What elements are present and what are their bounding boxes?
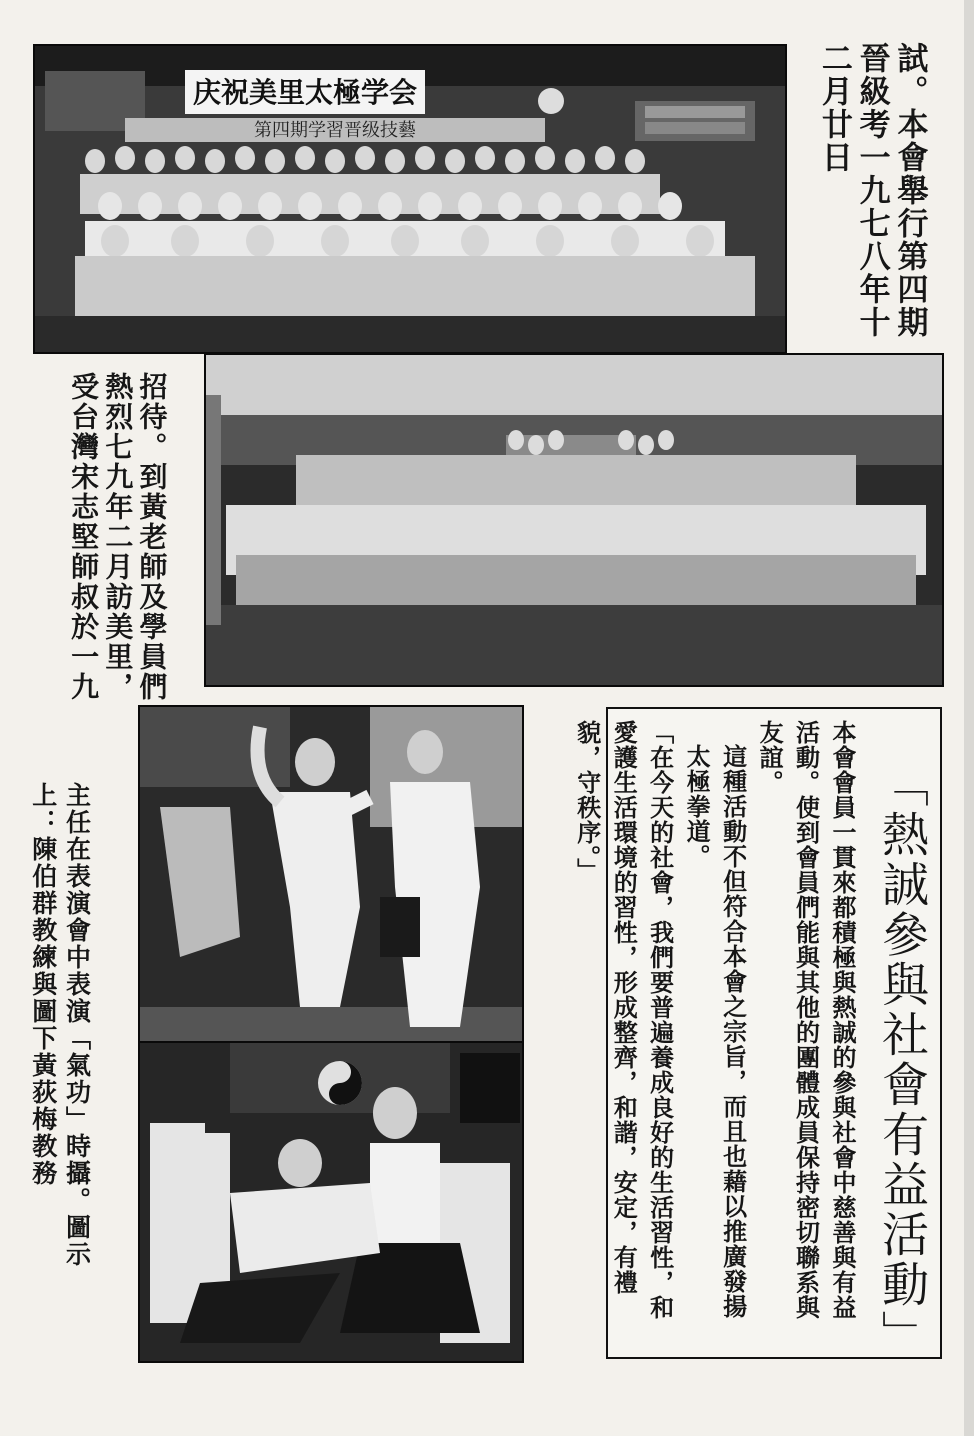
performance-photo-bottom — [138, 1041, 524, 1363]
caption-top-right: 試。本會舉行第四期晉級考一九七八年十二月廿日 — [815, 42, 928, 339]
article-paragraph: 這種活動不但符合本會之宗旨，而且也藉以推廣發揚太極拳道。 — [682, 744, 748, 1319]
banner-text: 庆祝美里太極学会 — [192, 76, 418, 109]
article-title: 「熱誠參與社會有益活動」 — [874, 760, 929, 1360]
performance-photo-top — [138, 705, 524, 1043]
caption-middle-left: 招待。到黃老師及學員們熱烈七九年二月訪美里，受台灣宋志堅師叔於一九 — [67, 372, 169, 702]
article-paragraph: 本會會員一貫來都積極與熱誠的參與社會中慈善與有益活動。使到會員們能與其他的團體成員保持密切聯系與友誼。 — [755, 720, 857, 1320]
group-photo-1978 — [33, 44, 787, 354]
article-body — [572, 720, 860, 1340]
page-edge — [964, 0, 974, 1436]
article-paragraph: 「在今天的社會，我們要普遍養成良好的生活習性，和愛護生活環境的習性，形成整齊，和諧，安定，有禮貌，守秩序。」 — [572, 720, 675, 1320]
caption-bottom-left: 主任在表演會中表演「氣功」時攝。圖示上：陳伯群教練與圖下黃荻梅教務 — [28, 782, 92, 1268]
group-photo-hall — [204, 353, 944, 687]
subbanner-text: 第四期学習晋级技藝 — [254, 120, 416, 141]
